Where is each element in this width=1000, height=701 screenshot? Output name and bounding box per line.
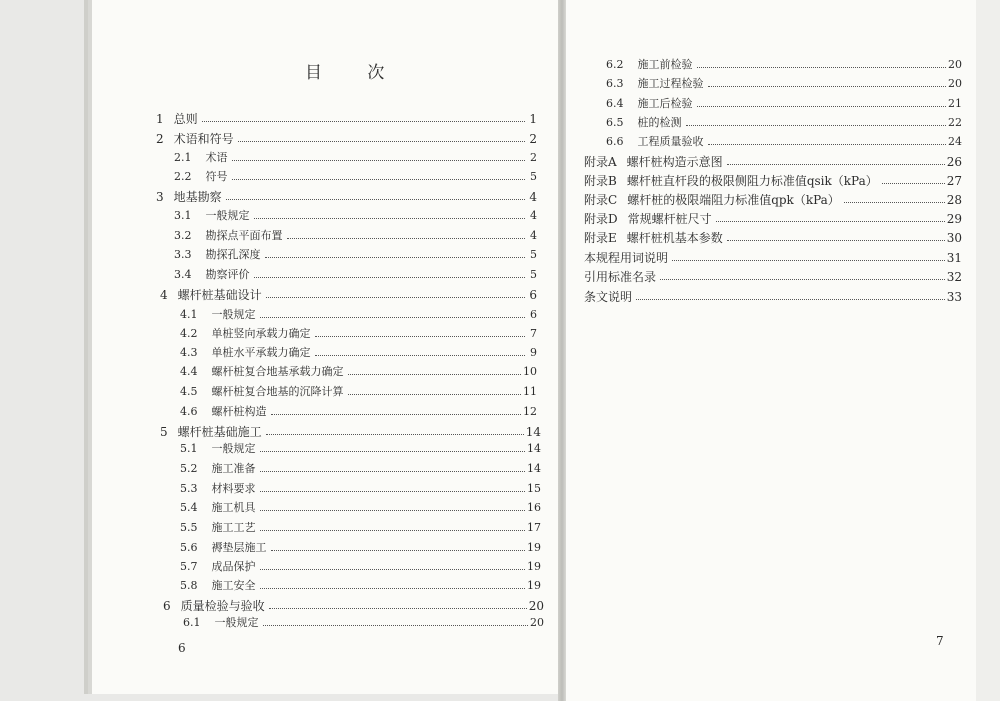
- dot-leader: [238, 141, 525, 142]
- toc-entry[interactable]: [180, 480, 541, 496]
- toc-entry-label: [180, 521, 256, 535]
- toc-entry-label: [606, 97, 693, 111]
- toc-entry-page: 9: [530, 346, 537, 359]
- toc-entry[interactable]: [174, 266, 537, 282]
- toc-entry-number: 4.6: [180, 405, 198, 418]
- toc-entry-text: 螺杆桩基础施工: [177, 425, 262, 439]
- toc-entry-text: 施工过程检验: [637, 77, 704, 90]
- toc-entry[interactable]: [606, 133, 962, 149]
- toc-entry-page: 14: [525, 425, 541, 439]
- toc-entry-text: 质量检验与验收: [180, 599, 265, 613]
- toc-entry[interactable]: [180, 519, 541, 535]
- dot-leader: [266, 434, 524, 435]
- toc-entry-number: 6.1: [183, 616, 201, 629]
- toc-entry-text: 螺杆桩的极限端阻力标准值qpk（kPa）: [627, 193, 840, 207]
- toc-entry-label: [160, 288, 262, 302]
- dot-leader: [202, 121, 525, 122]
- dot-leader: [727, 240, 945, 241]
- toc-entry-text: 勘察评价: [205, 268, 250, 281]
- toc-entry-label: [584, 193, 840, 207]
- toc-entry-page: 20: [528, 599, 544, 613]
- toc-entry-label: [606, 135, 704, 149]
- toc-entry-page: 16: [527, 501, 541, 514]
- toc-entry-text: 常规螺杆桩尺寸: [627, 212, 712, 226]
- toc-entry-text: 本规程用词说明: [584, 251, 669, 265]
- toc-entry[interactable]: [180, 363, 537, 379]
- dot-leader: [232, 160, 526, 161]
- dot-leader: [260, 451, 526, 452]
- toc-entry-label: [584, 290, 632, 304]
- toc-entry-text: 总则: [173, 112, 198, 126]
- toc-entry[interactable]: [584, 249, 962, 265]
- toc-entry-number: 3.4: [174, 268, 192, 281]
- toc-entry-label: [584, 174, 878, 188]
- toc-entry-label: [180, 560, 256, 574]
- toc-entry-page: 4: [529, 190, 537, 204]
- toc-entry-page: 20: [948, 77, 962, 90]
- toc-entry-text: 螺杆桩基础设计: [177, 288, 262, 302]
- toc-entry-label: [180, 365, 344, 379]
- toc-entry[interactable]: [174, 168, 537, 184]
- dot-leader: [636, 299, 945, 300]
- toc-entry[interactable]: [584, 229, 962, 245]
- toc-entry-number: 1: [156, 112, 164, 126]
- toc-entry[interactable]: [183, 614, 544, 630]
- dot-leader: [260, 317, 526, 318]
- toc-title: 目 次: [305, 63, 405, 83]
- dot-leader: [686, 125, 947, 126]
- dot-leader: [882, 183, 945, 184]
- toc-entry-text: 勘探孔深度: [205, 248, 261, 261]
- dot-leader: [260, 491, 526, 492]
- toc-entry-page: 11: [523, 385, 537, 398]
- dot-leader: [260, 471, 526, 472]
- toc-entry-number: 6.6: [606, 135, 624, 148]
- toc-entry-page: 17: [527, 521, 541, 534]
- toc-entry-text: 螺杆桩直杆段的极限侧阻力标准值qsik（kPa）: [626, 174, 878, 188]
- toc-entry[interactable]: [180, 403, 537, 419]
- toc-entry-label: [584, 251, 668, 265]
- dot-leader: [287, 238, 526, 239]
- dot-leader: [263, 625, 529, 626]
- toc-entry-label: [156, 132, 234, 146]
- toc-entry-page: 28: [946, 193, 962, 207]
- toc-entry-text: 成品保护: [211, 560, 256, 573]
- toc-entry-label: [156, 190, 222, 204]
- toc-entry-text: 材料要求: [211, 482, 256, 495]
- toc-entry-number: 5.2: [180, 462, 198, 475]
- toc-entry-text: 引用标准名录: [584, 270, 657, 284]
- toc-entry[interactable]: [180, 325, 537, 341]
- toc-entry-text: 螺杆桩机基本参数: [626, 231, 723, 245]
- toc-entry[interactable]: [606, 56, 962, 72]
- toc-entry-page: 4: [530, 229, 537, 242]
- toc-entry-number: 5.7: [180, 560, 198, 573]
- page-number-right: 7: [936, 634, 944, 648]
- toc-entry[interactable]: [163, 597, 544, 613]
- toc-entry-number: 3.1: [174, 209, 192, 222]
- toc-entry-page: 5: [530, 268, 537, 281]
- toc-entry-label: [180, 462, 256, 476]
- toc-entry[interactable]: [156, 188, 537, 204]
- toc-entry-number: 3: [156, 190, 164, 204]
- toc-entry-label: [180, 308, 256, 322]
- toc-entry-label: [174, 268, 250, 282]
- dot-leader: [697, 67, 947, 68]
- toc-entry-label: [584, 270, 656, 284]
- dot-leader: [265, 257, 526, 258]
- toc-entry-page: 2: [529, 132, 537, 146]
- toc-entry-page: 24: [948, 135, 962, 148]
- toc-entry-text: 施工安全: [211, 579, 256, 592]
- toc-entry-text: 一般规定: [211, 442, 256, 455]
- dot-leader: [226, 199, 525, 200]
- toc-entry-text: 符号: [205, 170, 228, 183]
- toc-entry-page: 31: [946, 251, 962, 265]
- toc-entry-text: 施工后检验: [637, 97, 693, 110]
- toc-entry-text: 螺杆桩复合地基的沉降计算: [211, 385, 344, 398]
- toc-entry-number: 6.3: [606, 77, 624, 90]
- toc-entry-number: 附录B: [584, 174, 617, 188]
- toc-entry[interactable]: [180, 344, 537, 360]
- toc-entry[interactable]: [584, 288, 962, 304]
- toc-entry-text: 单桩水平承载力确定: [211, 346, 311, 359]
- toc-entry[interactable]: [174, 227, 537, 243]
- toc-entry-text: 螺杆桩构造示意图: [626, 155, 723, 169]
- toc-entry-text: 施工准备: [211, 462, 256, 475]
- toc-entry[interactable]: [180, 460, 541, 476]
- toc-entry-text: 一般规定: [205, 209, 250, 222]
- toc-entry-page: 19: [527, 560, 541, 573]
- dot-leader: [660, 279, 945, 280]
- book-gutter: [558, 0, 566, 701]
- toc-entry-number: 2.1: [174, 151, 192, 164]
- toc-entry-text: 一般规定: [214, 616, 259, 629]
- toc-entry[interactable]: [180, 499, 541, 515]
- toc-entry-label: [180, 346, 311, 360]
- toc-entry-label: [584, 212, 712, 226]
- toc-entry-label: [174, 248, 261, 262]
- toc-entry-page: 29: [946, 212, 962, 226]
- dot-leader: [348, 394, 522, 395]
- dot-leader: [315, 355, 526, 356]
- toc-entry-page: 27: [946, 174, 962, 188]
- toc-entry-page: 5: [530, 170, 537, 183]
- toc-entry-number: 6.2: [606, 58, 624, 71]
- toc-entry-page: 21: [948, 97, 962, 110]
- toc-entry-page: 5: [530, 248, 537, 261]
- dot-leader: [271, 550, 526, 551]
- dot-leader: [260, 530, 526, 531]
- toc-entry-text: 褥垫层施工: [211, 541, 267, 554]
- toc-entry-label: [174, 170, 228, 184]
- toc-entry[interactable]: [584, 210, 962, 226]
- toc-entry-label: [180, 501, 256, 515]
- toc-entry-page: 32: [946, 270, 962, 284]
- toc-entry-text: 条文说明: [584, 290, 633, 304]
- dot-leader: [269, 608, 527, 609]
- dot-leader: [315, 336, 526, 337]
- toc-entry-number: 5.6: [180, 541, 198, 554]
- toc-entry-page: 6: [530, 308, 537, 321]
- toc-entry[interactable]: [180, 577, 541, 593]
- toc-entry[interactable]: [160, 423, 541, 439]
- toc-entry-text: 螺杆桩构造: [211, 405, 267, 418]
- toc-entry[interactable]: [174, 246, 537, 262]
- toc-entry-label: [606, 116, 682, 130]
- toc-entry-number: 5.4: [180, 501, 198, 514]
- toc-entry[interactable]: [606, 95, 962, 111]
- toc-entry-page: 19: [527, 541, 541, 554]
- toc-entry-text: 施工前检验: [637, 58, 693, 71]
- dot-leader: [716, 221, 945, 222]
- toc-entry-text: 术语和符号: [173, 132, 234, 146]
- toc-entry-label: [174, 209, 250, 223]
- toc-entry[interactable]: [180, 539, 541, 555]
- toc-entry-label: [160, 425, 262, 439]
- toc-entry[interactable]: [606, 114, 962, 130]
- toc-entry[interactable]: [160, 286, 537, 302]
- toc-entry-text: 术语: [205, 151, 228, 164]
- toc-entry-page: 30: [946, 231, 962, 245]
- toc-entry-number: 2.2: [174, 170, 192, 183]
- toc-entry-number: 4.1: [180, 308, 198, 321]
- toc-entry[interactable]: [156, 110, 537, 126]
- toc-entry-number: 5.8: [180, 579, 198, 592]
- toc-entry-number: 4.4: [180, 365, 198, 378]
- toc-entry-number: 5.1: [180, 442, 198, 455]
- dot-leader: [672, 260, 945, 261]
- toc-entry-text: 施工工艺: [211, 521, 256, 534]
- toc-entry-page: 2: [530, 151, 537, 164]
- scan-margin: [976, 0, 1000, 701]
- toc-entry-number: 附录C: [584, 193, 618, 207]
- toc-entry-number: 附录E: [584, 231, 617, 245]
- toc-entry-text: 单桩竖向承载力确定: [211, 327, 311, 340]
- toc-entry-text: 地基勘察: [173, 190, 222, 204]
- dot-leader: [708, 144, 947, 145]
- toc-entry[interactable]: [174, 207, 537, 223]
- toc-entry-label: [174, 229, 283, 243]
- toc-entry-page: 6: [529, 288, 537, 302]
- page-number-left: 6: [178, 641, 186, 655]
- toc-entry[interactable]: [584, 191, 962, 207]
- toc-entry-page: 15: [527, 482, 541, 495]
- dot-leader: [271, 414, 522, 415]
- toc-entry-page: 26: [946, 155, 962, 169]
- toc-entry-number: 3.2: [174, 229, 192, 242]
- toc-entry-number: 4.5: [180, 385, 198, 398]
- toc-entry-page: 33: [946, 290, 962, 304]
- toc-entry-label: [180, 327, 311, 341]
- toc-entry-number: 2: [156, 132, 164, 146]
- toc-entry-label: [180, 405, 267, 419]
- dot-leader: [254, 218, 526, 219]
- toc-entry[interactable]: [584, 172, 962, 188]
- toc-entry-label: [584, 231, 723, 245]
- dot-leader: [260, 569, 526, 570]
- dot-leader: [254, 277, 526, 278]
- toc-entry-text: 勘探点平面布置: [205, 229, 283, 242]
- dot-leader: [348, 374, 522, 375]
- toc-entry-number: 5.5: [180, 521, 198, 534]
- dot-leader: [727, 164, 945, 165]
- toc-entry-page: 14: [527, 462, 541, 475]
- toc-entry-page: 12: [523, 405, 537, 418]
- toc-entry[interactable]: [180, 306, 537, 322]
- toc-entry-text: 一般规定: [211, 308, 256, 321]
- toc-entry-label: [163, 599, 265, 613]
- toc-entry-number: 4.2: [180, 327, 198, 340]
- toc-entry[interactable]: [606, 75, 962, 91]
- toc-entry-label: [183, 616, 259, 630]
- toc-entry-text: 工程质量验收: [637, 135, 704, 148]
- toc-entry-page: 22: [948, 116, 962, 129]
- toc-entry-number: 6.4: [606, 97, 624, 110]
- toc-entry-page: 1: [529, 112, 537, 126]
- toc-entry[interactable]: [180, 383, 537, 399]
- dot-leader: [844, 202, 945, 203]
- toc-entry[interactable]: [584, 153, 962, 169]
- dot-leader: [708, 86, 947, 87]
- toc-entry[interactable]: [174, 149, 537, 165]
- toc-entry-label: [584, 155, 723, 169]
- toc-entry-page: 10: [523, 365, 537, 378]
- toc-entry-label: [174, 151, 228, 165]
- toc-entry-number: 4.3: [180, 346, 198, 359]
- toc-entry-text: 施工机具: [211, 501, 256, 514]
- toc-entry[interactable]: [180, 558, 541, 574]
- toc-entry-number: 6.5: [606, 116, 624, 129]
- toc-entry[interactable]: [180, 440, 541, 456]
- dot-leader: [697, 106, 947, 107]
- toc-entry-number: 4: [160, 288, 168, 302]
- dot-leader: [260, 510, 526, 511]
- dot-leader: [232, 179, 526, 180]
- toc-entry-label: [180, 385, 344, 399]
- toc-entry-page: 20: [530, 616, 544, 629]
- toc-entry-label: [180, 579, 256, 593]
- toc-entry-number: 附录D: [584, 212, 618, 226]
- toc-entry-number: 6: [163, 599, 171, 613]
- toc-entry-label: [606, 58, 693, 72]
- toc-entry-page: 4: [530, 209, 537, 222]
- dot-leader: [260, 588, 526, 589]
- toc-entry-number: 3.3: [174, 248, 192, 261]
- toc-entry-page: 20: [948, 58, 962, 71]
- toc-entry-label: [180, 541, 267, 555]
- toc-entry-label: [606, 77, 704, 91]
- toc-entry-text: 螺杆桩复合地基承载力确定: [211, 365, 344, 378]
- toc-entry-label: [156, 112, 198, 126]
- toc-entry[interactable]: [156, 130, 537, 146]
- toc-entry-label: [180, 442, 256, 456]
- toc-entry-label: [180, 482, 256, 496]
- toc-entry-page: 7: [530, 327, 537, 340]
- toc-entry-number: 附录A: [584, 155, 617, 169]
- toc-entry-text: 桩的检测: [637, 116, 682, 129]
- toc-entry-page: 19: [527, 579, 541, 592]
- toc-entry-number: 5: [160, 425, 168, 439]
- dot-leader: [266, 297, 525, 298]
- toc-entry-page: 14: [527, 442, 541, 455]
- toc-entry-number: 5.3: [180, 482, 198, 495]
- toc-entry[interactable]: [584, 268, 962, 284]
